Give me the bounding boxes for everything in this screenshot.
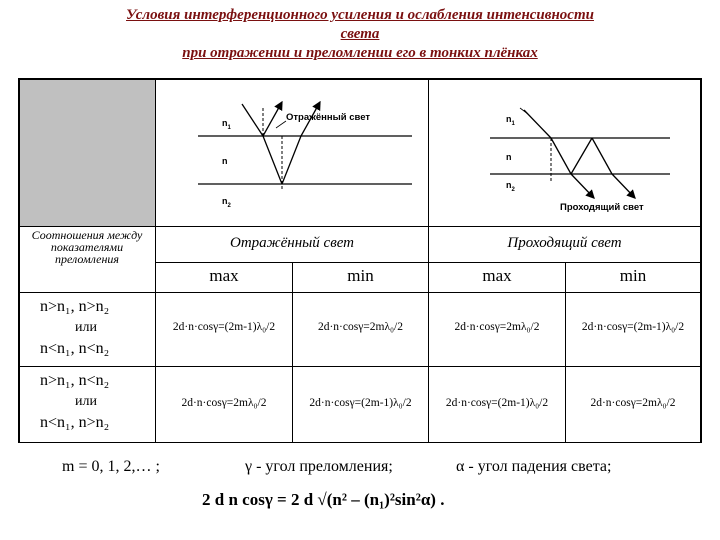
row1-or: или: [75, 320, 97, 335]
diagram-right-n1: $n_1$: [506, 114, 515, 127]
row1-cell-1: 2d·n·cosγ=(2m-1)λ₀/2: [172, 321, 276, 333]
row1-cell-4: 2d·n·cosγ=(2m-1)λ₀/2: [581, 321, 685, 333]
reflected-max: max: [209, 266, 239, 285]
diagram-left-n1: $n_1$: [222, 118, 231, 131]
cos-gamma-formula: 2 d n cosγ = 2 d √(n² – (n₁)²sin²α) .: [202, 490, 445, 509]
transmitted-min: min: [619, 266, 647, 285]
row1-relation-1: n>n₁, n>n₂: [40, 298, 110, 315]
diagram-right-n2: $n_2$: [506, 180, 515, 193]
diagram-right-n: n: [506, 152, 512, 162]
transmitted-light-diagram: [432, 90, 698, 220]
row2-cell-1: 2d·n·cosγ=2mλ₀/2: [181, 397, 267, 409]
row1-relation-2: n<n₁, n<n₂: [40, 340, 110, 357]
row1-cell-2: 2d·n·cosγ=2mλ₀/2: [317, 321, 404, 333]
page-title: Условия интерференционного усиления и ослабления интенсивности света при отражении и преломлении его в тонких плёнках: [126, 7, 594, 61]
gamma-note: γ - угол преломления;: [245, 458, 393, 475]
reflected-light-diagram: [160, 90, 424, 220]
gray-corner-cell: [20, 80, 155, 226]
diagram-left-n: n: [222, 156, 228, 166]
alpha-note: α - угол падения света;: [456, 458, 612, 475]
row2-cell-4: 2d·n·cosγ=2mλ₀/2: [590, 397, 676, 409]
diagram-right-caption: Проходящий свет: [560, 202, 644, 213]
m-values-note: m = 0, 1, 2,… ;: [62, 458, 160, 475]
reflected-header: Отражённый свет: [229, 235, 355, 251]
row2-relation-1: n>n₁, n<n₂: [40, 372, 110, 389]
row2-cell-2: 2d·n·cosγ=(2m-1)λ₀/2: [309, 397, 412, 409]
row-header-label: Соотношения между показателями преломления: [31, 228, 143, 266]
reflected-min: min: [347, 266, 374, 285]
row2-cell-3: 2d·n·cosγ=(2m-1)λ₀/2: [445, 397, 549, 409]
diagram-left-n2: $n_2$: [222, 196, 231, 209]
row2-relation-2: n<n₁, n>n₂: [40, 414, 110, 431]
row2-or: или: [75, 394, 97, 409]
transmitted-max: max: [482, 266, 512, 285]
row1-cell-3: 2d·n·cosγ=2mλ₀/2: [454, 321, 540, 333]
transmitted-header: Проходящий свет: [507, 235, 622, 251]
diagram-left-caption: Отражённый свет: [286, 112, 371, 123]
